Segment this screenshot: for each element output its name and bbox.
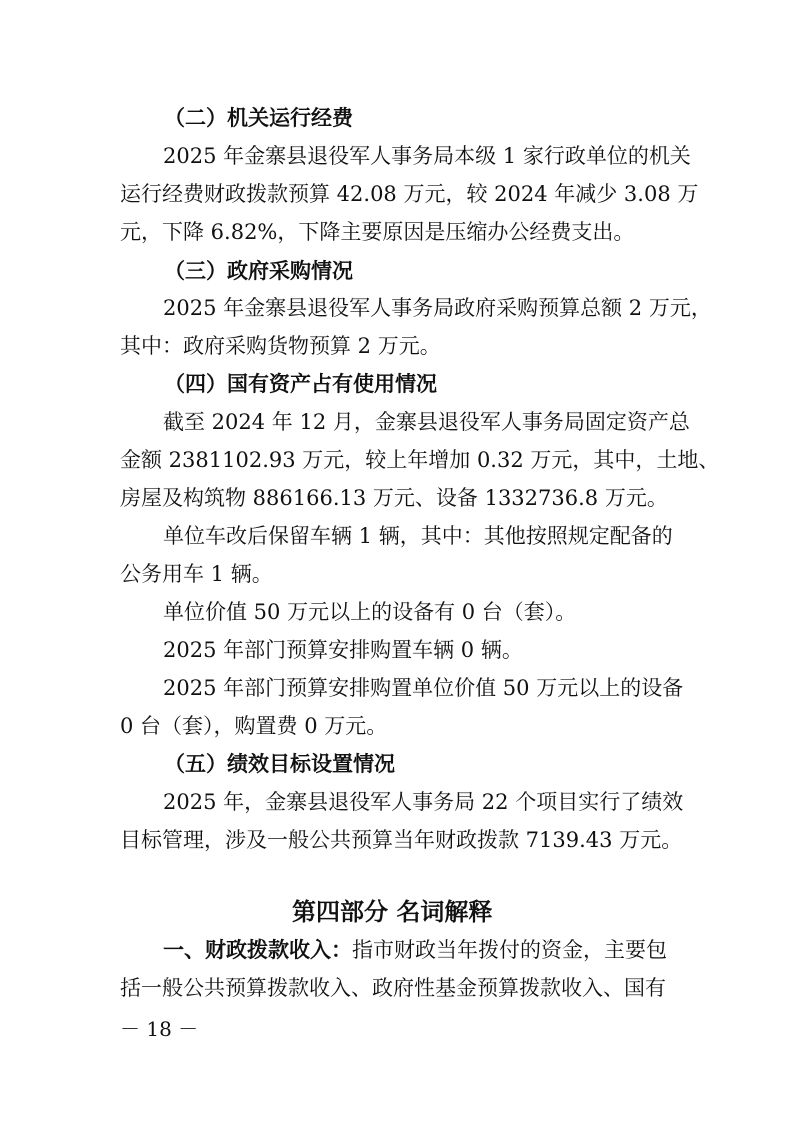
paragraph-line: 括一般公共预算拨款收入、政府性基金预算拨款收入、国有 [120,976,666,1000]
paragraph-line: 2025 年部门预算安排购置车辆 0 辆。 [163,638,523,662]
paragraph-line: 目标管理，涉及一般公共预算当年财政拨款 7139.43 万元。 [120,828,683,852]
term-definition-line [163,935,667,965]
paragraph-line: 2025 年，金寨县退役军人事务局 22 个项目实行了绩效 [163,790,684,814]
paragraph-line: 0 台（套），购置费 0 万元。 [120,714,388,738]
paragraph-line: 其中：政府采购货物预算 2 万元。 [120,334,441,358]
paragraph-line: 2025 年金寨县退役军人事务局政府采购预算总额 2 万元， [163,296,712,320]
term-label: 一、财政拨款收入： [163,938,352,962]
term-text: 指市财政当年拨付的资金，主要包 [352,938,667,962]
section-heading-performance-goals: （五）绩效目标设置情况 [164,752,395,776]
part-four-title: 第四部分 名词解释 [292,898,493,926]
page-number: － 18 － [120,1017,199,1041]
section-heading-procurement: （三）政府采购情况 [164,259,353,283]
section-heading-operating-expenses: （二）机关运行经费 [164,106,353,130]
paragraph-line: 2025 年部门预算安排购置单位价值 50 万元以上的设备 [163,676,684,700]
paragraph-line: 截至 2024 年 12 月，金寨县退役军人事务局固定资产总 [163,410,690,434]
paragraph-line: 房屋及构筑物 886166.13 万元、设备 1332736.8 万元。 [120,486,668,510]
paragraph-line: 元，下降 6.82%，下降主要原因是压缩办公经费支出。 [120,220,635,244]
paragraph-line: 金额 2381102.93 万元，较上年增加 0.32 万元，其中，土地、 [120,448,720,472]
paragraph-line: 单位车改后保留车辆 1 辆，其中：其他按照规定配备的 [163,524,673,548]
paragraph-line: 2025 年金寨县退役军人事务局本级 1 家行政单位的机关 [163,144,691,168]
paragraph-line: 单位价值 50 万元以上的设备有 0 台（套）。 [163,600,577,624]
section-heading-state-assets: （四）国有资产占有使用情况 [164,372,437,396]
paragraph-line: 运行经费财政拨款预算 42.08 万元，较 2024 年减少 3.08 万 [120,182,699,206]
paragraph-line: 公务用车 1 辆。 [120,562,273,586]
